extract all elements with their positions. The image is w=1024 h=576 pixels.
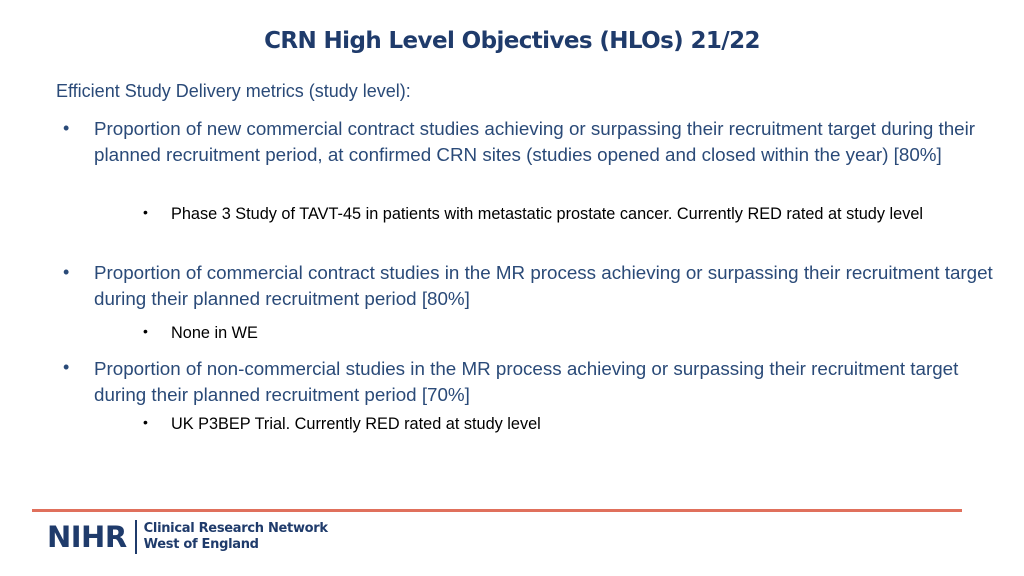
objective-item-2: Proportion of commercial contract studies in the MR process achieving or surpassing their recruitment target during their planned recruitment period [80%] bbox=[94, 262, 993, 309]
objective-item-1: Proportion of new commercial contract studies achieving or surpassing their recruitment target during their planned recruitment period, at confirmed CRN sites (studies opened and closed within the year) [80%] bbox=[94, 118, 976, 165]
logo-divider bbox=[135, 520, 137, 554]
objective-2-detail: None in WE bbox=[171, 324, 258, 342]
slide-title: CRN High Level Objectives (HLOs) 21/22 bbox=[264, 28, 760, 54]
logo-text bbox=[144, 521, 328, 553]
objective-item-3: Proportion of non-commercial studies in the MR process achieving or surpassing their recruitment target during their planned recruitment period [70%] bbox=[94, 358, 959, 405]
bullet-marker: • bbox=[63, 118, 70, 138]
logo-line-1: Clinical Research Network bbox=[143, 521, 328, 536]
sub-bullet-marker: • bbox=[143, 414, 148, 430]
logo-line-2: West of England bbox=[143, 537, 259, 552]
logo-wordmark: NIHR bbox=[47, 520, 127, 554]
bullet-marker: • bbox=[63, 357, 70, 377]
footer-divider bbox=[32, 509, 962, 512]
nihr-logo bbox=[47, 519, 328, 555]
bullet-marker: • bbox=[63, 262, 70, 282]
objective-1-detail: Phase 3 Study of TAVT-45 in patients with metastatic prostate cancer. Currently RED rated at study level bbox=[171, 205, 924, 223]
sub-bullet-marker: • bbox=[143, 204, 148, 220]
intro-text: Efficient Study Delivery metrics (study level): bbox=[56, 81, 411, 101]
objective-3-detail: UK P3BEP Trial. Currently RED rated at study level bbox=[171, 415, 541, 433]
sub-bullet-marker: • bbox=[143, 323, 148, 339]
